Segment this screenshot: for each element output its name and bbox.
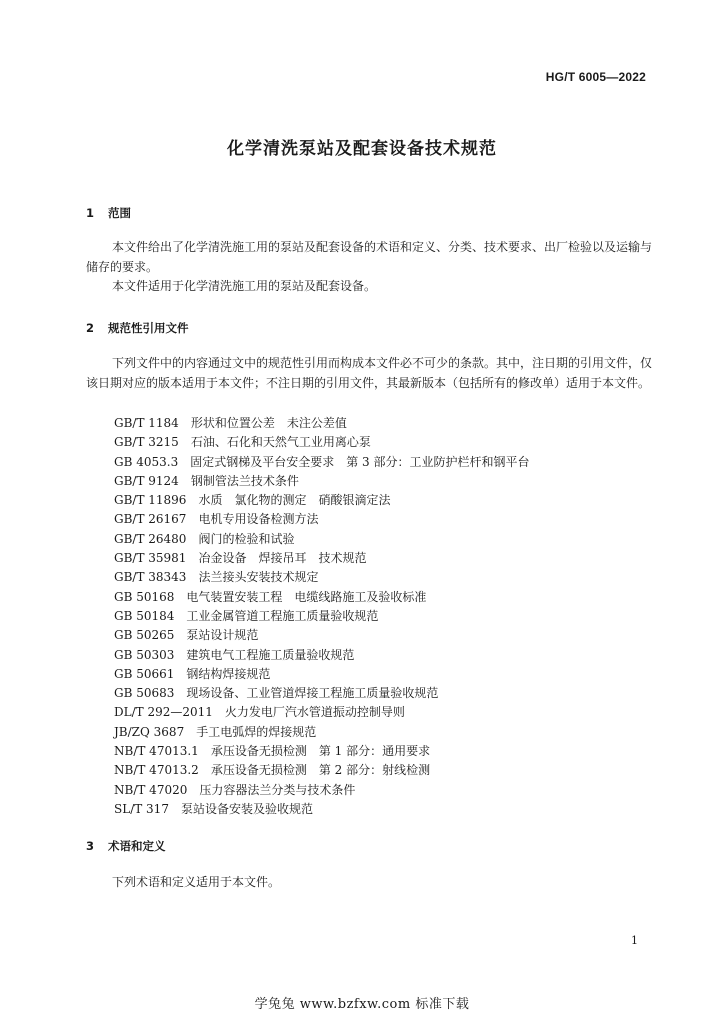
reference-item: GB 50303 建筑电气工程施工质量验收规范: [114, 647, 355, 662]
section-3-heading: [86, 838, 166, 854]
section-title: 规范性引用文件: [108, 321, 189, 335]
standard-code: HG/T 6005—2022: [545, 70, 646, 84]
reference-item: SL/T 317 泵站设备安装及验收规范: [114, 801, 313, 816]
section-number: 2: [86, 321, 95, 335]
reference-item: GB/T 3215 石油、石化和天然气工业用离心泵: [114, 435, 371, 450]
reference-item: GB/T 38343 法兰接头安装技术规定: [114, 570, 319, 585]
normative-references-list: [114, 414, 530, 819]
reference-item: GB/T 35981 冶金设备 焊接吊耳 技术规范: [114, 551, 367, 566]
reference-item: GB 50683 现场设备、工业管道焊接工程施工质量验收规范: [114, 686, 439, 701]
reference-item: GB 50184 工业金属管道工程施工质量验收规范: [114, 608, 379, 623]
page-number: 1: [631, 934, 638, 947]
section-2-heading: [86, 320, 189, 336]
reference-item: NB/T 47020 压力容器法兰分类与技术条件: [114, 782, 356, 797]
reference-item: JB/ZQ 3687 手工电弧焊的焊接规范: [114, 724, 317, 739]
reference-item: NB/T 47013.2 承压设备无损检测 第 2 部分：射线检测: [114, 763, 431, 778]
section-number: 3: [86, 839, 95, 853]
section-1-paragraph-1: 本文件给出了化学清洗施工用的泵站及配套设备的术语和定义、分类、技术要求、出厂检验以及运输与储存的要求。: [86, 240, 653, 274]
section-title: 范围: [108, 206, 131, 220]
section-2-paragraph-1: 下列文件中的内容通过文中的规范性引用而构成本文件必不可少的条款。其中，注日期的引用文件，仅该日期对应的版本适用于本文件；不注日期的引用文件，其最新版本（包括所有的修改单）适用于本文件。: [86, 356, 653, 390]
reference-item: GB/T 1184 形状和位置公差 未注公差值: [114, 416, 347, 430]
reference-item: NB/T 47013.1 承压设备无损检测 第 1 部分：通用要求: [114, 744, 431, 759]
reference-item: GB 50661 钢结构焊接规范: [114, 666, 271, 681]
reference-item: DL/T 292—2011 火力发电厂汽水管道振动控制导则: [114, 705, 405, 720]
reference-item: GB 4053.3 固定式钢梯及平台安全要求 第 3 部分：工业防护栏杆和钢平台: [114, 454, 530, 469]
reference-item: GB/T 26480 阀门的检验和试验: [114, 531, 295, 546]
section-number: 1: [86, 206, 95, 220]
reference-item: GB/T 9124 钢制管法兰技术条件: [114, 473, 299, 488]
reference-item: GB/T 11896 水质 氯化物的测定 硝酸银滴定法: [114, 493, 391, 508]
section-title: 术语和定义: [108, 839, 166, 853]
reference-item: GB 50265 泵站设计规范: [114, 628, 259, 643]
reference-item: GB/T 26167 电机专用设备检测方法: [114, 512, 319, 527]
section-1-heading: [86, 205, 131, 221]
section-3-paragraph-1: 下列术语和定义适用于本文件。: [112, 875, 281, 889]
reference-item: GB 50168 电气装置安装工程 电缆线路施工及验收标准: [114, 589, 427, 604]
footer-watermark: 学兔兔 www.bzfxw.com 标准下载: [254, 997, 470, 1012]
document-title: 化学清洗泵站及配套设备技术规范: [227, 139, 497, 159]
section-1-paragraph-2: 本文件适用于化学清洗施工用的泵站及配套设备。: [112, 279, 377, 293]
